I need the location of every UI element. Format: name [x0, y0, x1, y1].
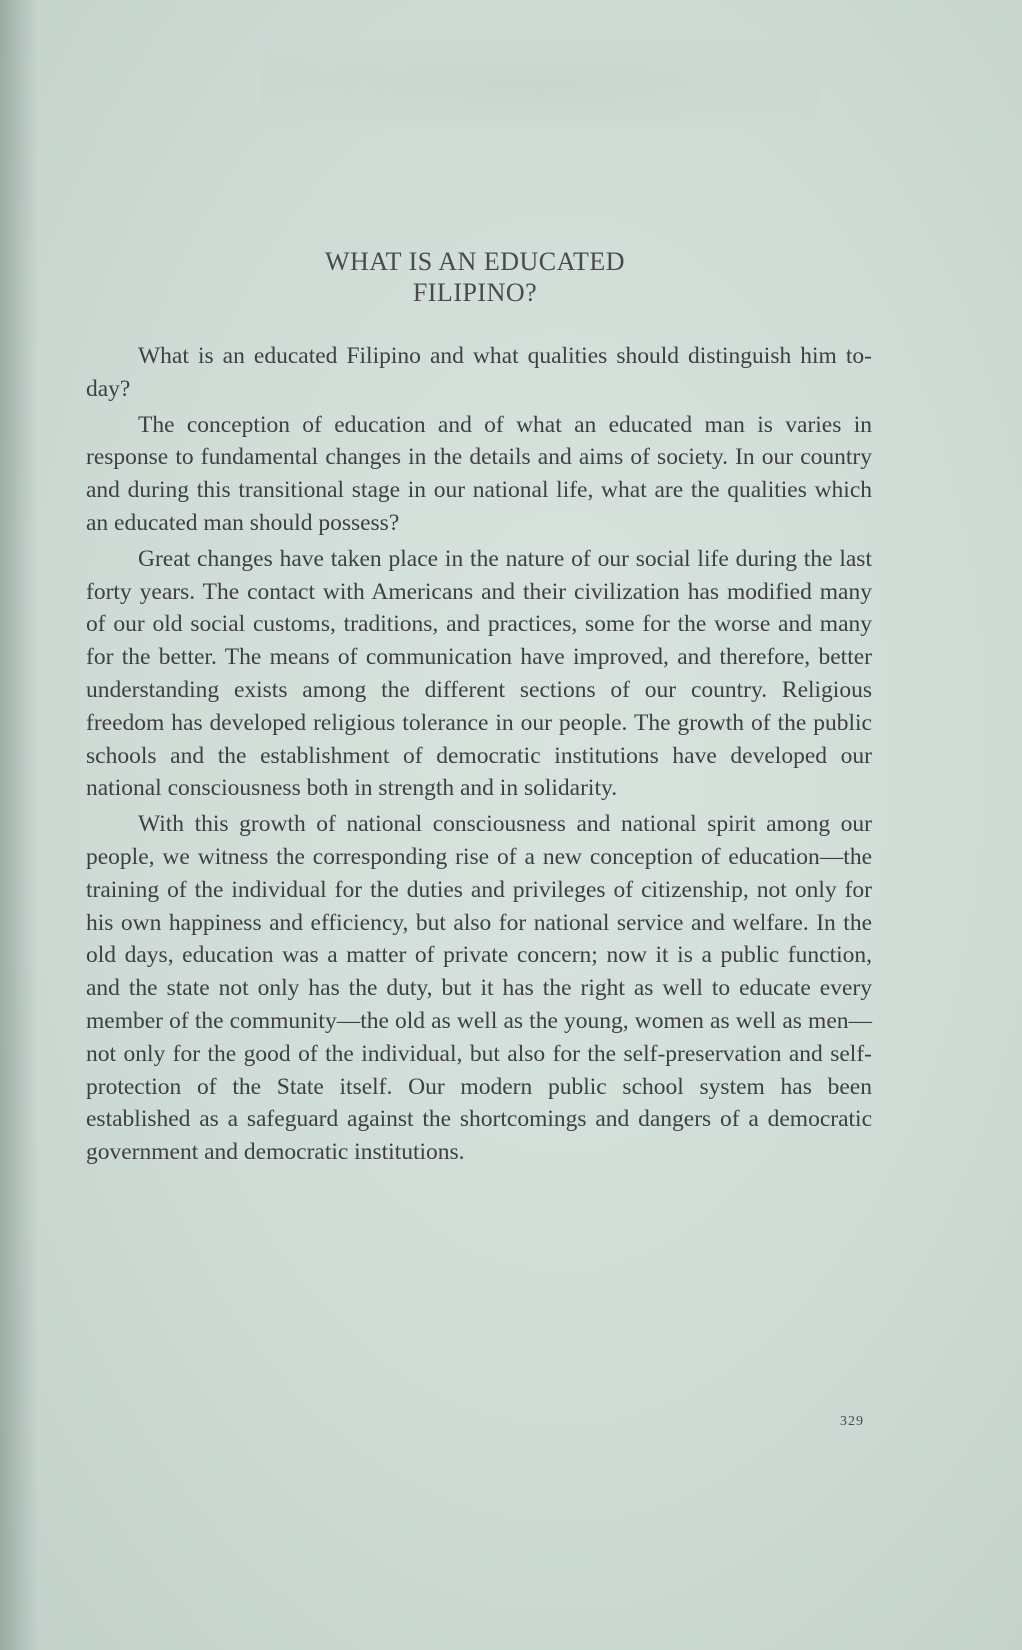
body-text — [86, 340, 872, 1172]
paragraph-1: What is an educated Filipino and what qualities should distinguish him to-day? — [86, 343, 872, 402]
page-number: 329 — [840, 1414, 864, 1429]
chapter-title-line-1: WHAT IS AN EDUCATED — [324, 247, 626, 276]
paragraph-2: The conception of education and of what an educated man is varies in response to fundamental changes in the details and aims of society. In our country and during this transitional stage in our national life, what are the qualities which an educated man should possess? — [86, 411, 872, 536]
chapter-title — [190, 246, 760, 308]
paragraph-3: Great changes have taken place in the nature of our social life during the last forty years. The contact with Americans and their civilization has modified many of our old social customs, traditions, and practices, some for the worse and many for the better. The means of communication have improved, and therefore, better understanding exists among the different sections of our country. Religious freedom has developed religious tolerance in our people. The growth of the public schools and the establishment of democratic institutions have developed our national consciousness both in strength and in solidarity. — [86, 545, 872, 802]
paragraph-4: With this growth of national consciousness and national spirit among our people, we witness the corresponding rise of a new conception of education—the training of the individual for the duties and privileges of citizenship, not only for his own happiness and efficiency, but also for national service and welfare. In the old days, education was a matter of private concern; now it is a public function, and the state not only has the duty, but it has the right as well to educate every member of the community—the old as well as the young, women as well as men—not only for the good of the individual, but also for the self-preservation and self-protection of the State itself. Our modern public school system has been established as a safeguard against the shortcomings and dangers of a democratic government and democratic institutions. — [86, 811, 872, 1166]
chapter-title-line-2: FILIPINO? — [412, 278, 538, 307]
